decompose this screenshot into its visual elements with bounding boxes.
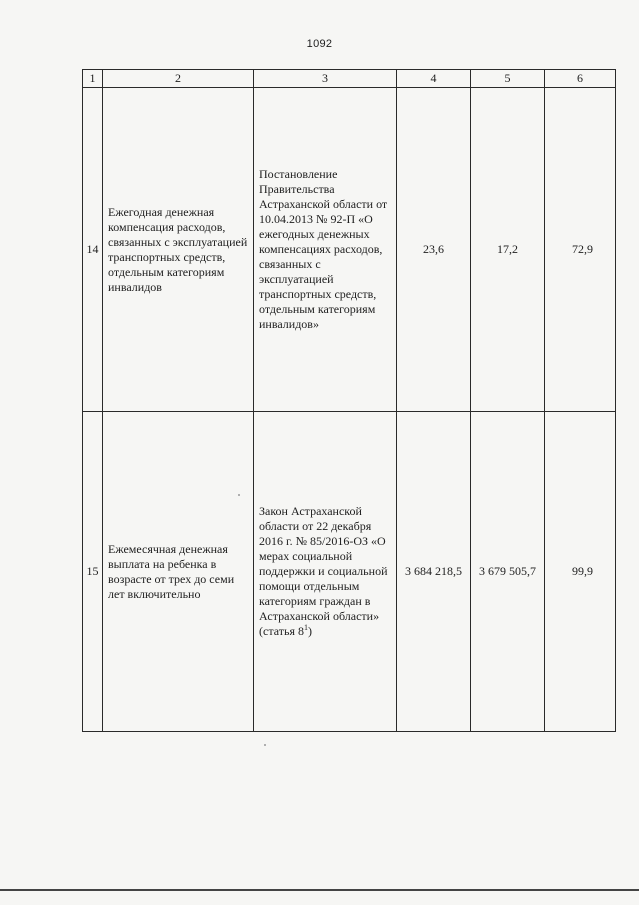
table-header-row	[83, 70, 616, 88]
value-col-4: 3 684 218,5	[397, 412, 471, 732]
table-row	[83, 412, 616, 732]
column-header: 3	[254, 70, 397, 88]
page-bottom-edge	[0, 889, 639, 891]
column-header: 2	[103, 70, 254, 88]
row-number: 14	[83, 88, 103, 412]
article-superscript: 1	[303, 623, 308, 632]
payment-name: Ежемесячная денежная выплата на ребенка в возрасте от трех до семи лет включительно	[103, 412, 254, 732]
scan-speck	[238, 494, 240, 496]
column-header: 1	[83, 70, 103, 88]
value-col-4: 23,6	[397, 88, 471, 412]
value-col-5: 17,2	[471, 88, 545, 412]
column-header: 5	[471, 70, 545, 88]
row-number: 15	[83, 412, 103, 732]
value-col-6: 99,9	[545, 412, 616, 732]
legal-basis	[254, 412, 397, 732]
payment-name: Ежегодная денежная компенсация расходов, связанных с эксплуатацией транспортных средств, отдельным категориям инвалидов	[103, 88, 254, 412]
value-col-6: 72,9	[545, 88, 616, 412]
scan-speck	[264, 744, 266, 746]
legal-basis-text: Закон Астраханской области от 22 декабря 2016 г. № 85/2016-ОЗ «О мерах социальной поддержки и социальной помощи отдельным категориям граждан в Астраханской области» (статья 8	[259, 504, 388, 638]
column-header: 4	[397, 70, 471, 88]
legal-basis: Постановление Правительства Астраханской области от 10.04.2013 № 92-П «О ежегодных денежных компенсациях расходов, связанных с эксплуатацией транспортных средств, отдельным категориям инвалидов»	[254, 88, 397, 412]
legal-basis-end: )	[307, 624, 312, 638]
page-number: 1092	[306, 38, 333, 50]
table-row	[83, 88, 616, 412]
budget-table	[82, 69, 616, 732]
column-header: 6	[545, 70, 616, 88]
value-col-5: 3 679 505,7	[471, 412, 545, 732]
